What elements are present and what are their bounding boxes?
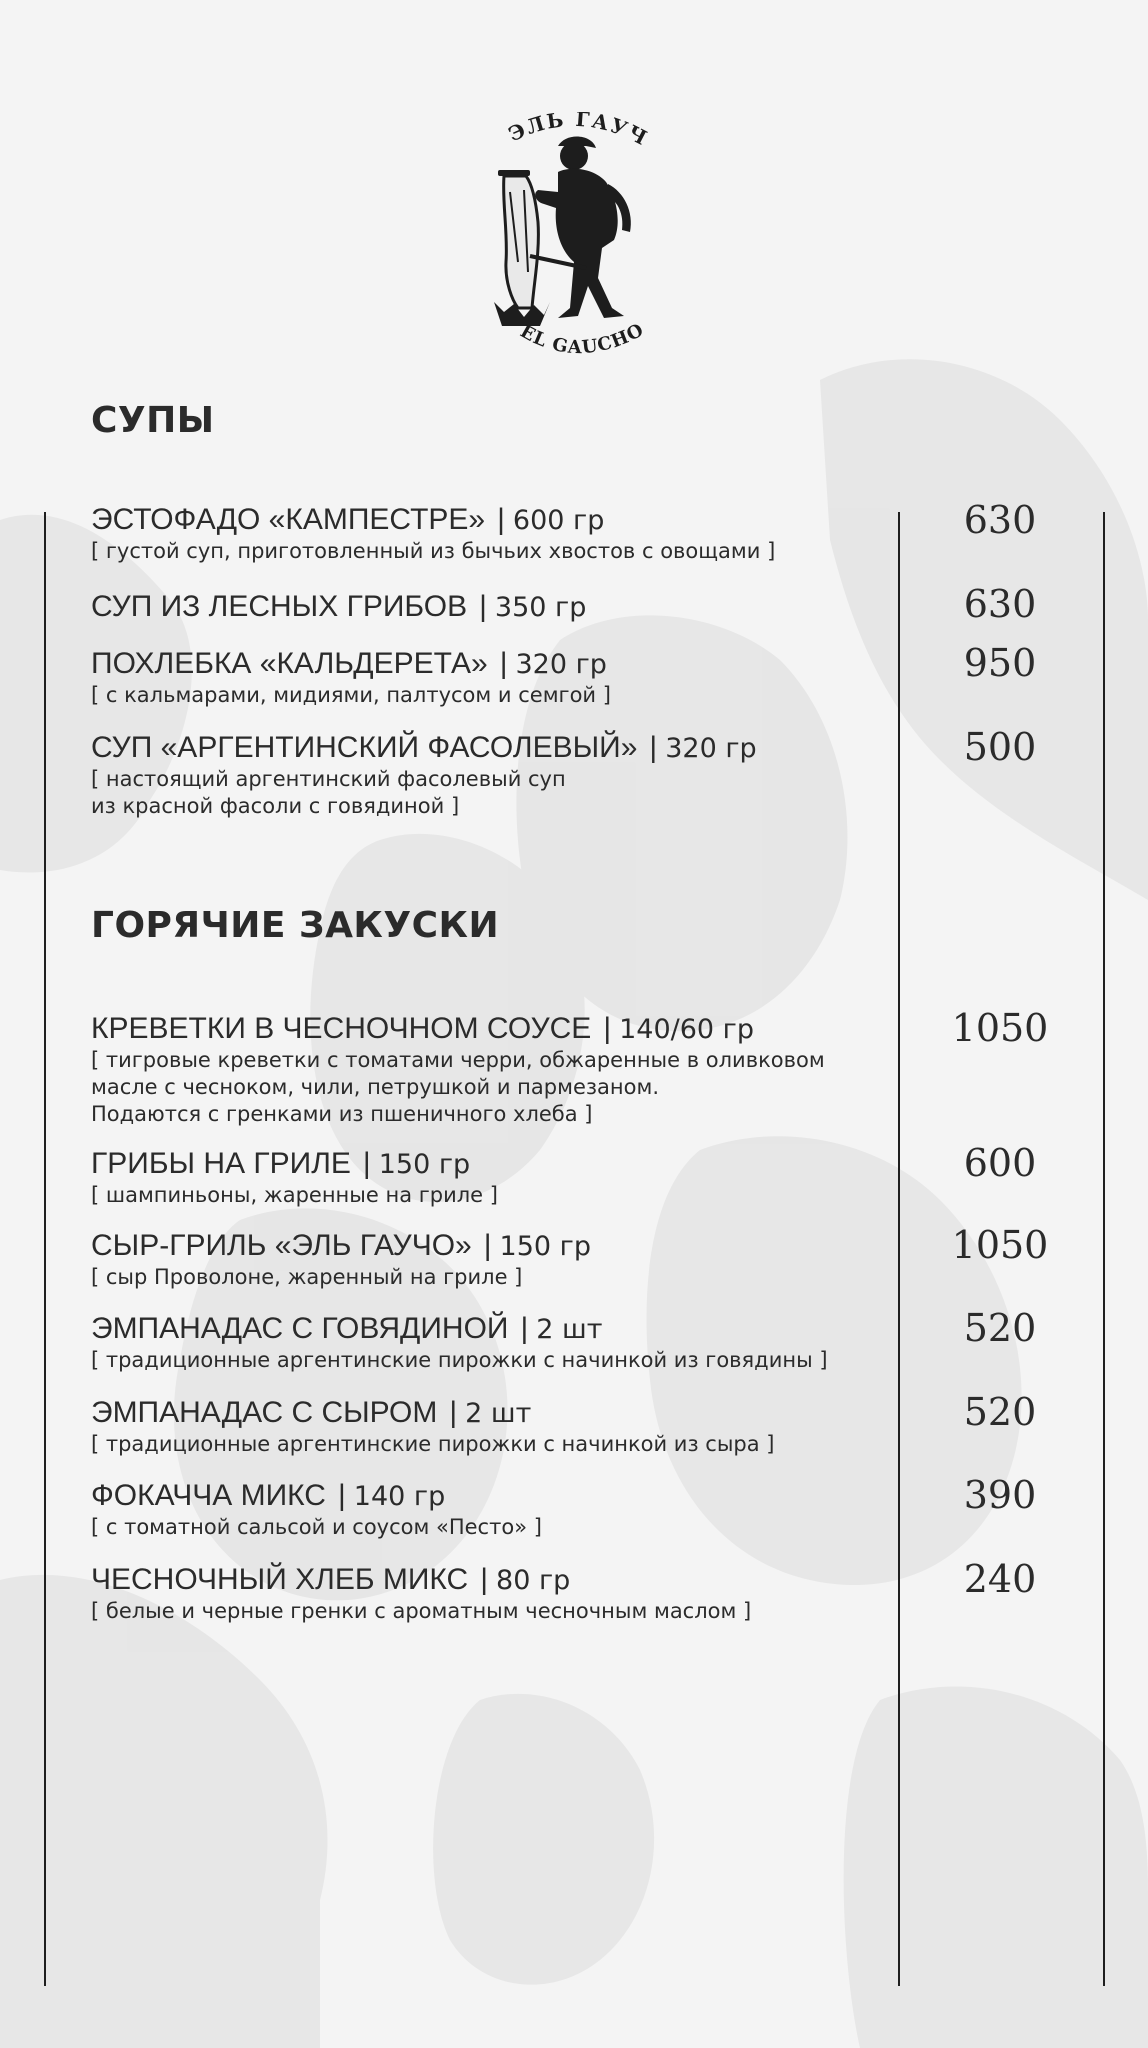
menu-item (91, 1479, 871, 1541)
item-price: 600 (963, 1141, 1037, 1185)
item-description: [ белые и черные гренки с ароматным чесночным маслом ] (91, 1599, 752, 1623)
item-price: 520 (963, 1390, 1037, 1434)
item-price: 1050 (951, 1223, 1049, 1267)
item-price: 390 (963, 1473, 1037, 1517)
item-name: ГРИБЫ НА ГРИЛЕ (91, 1147, 351, 1180)
menu-item (91, 731, 871, 820)
menu-item (91, 1229, 871, 1291)
item-price: 520 (963, 1306, 1037, 1350)
item-name: СУП «АРГЕНТИНСКИЙ ФАСОЛЕВЫЙ» (91, 731, 638, 764)
restaurant-logo (474, 112, 674, 372)
section-title-soups: СУПЫ (91, 400, 215, 441)
menu-item (91, 1147, 871, 1209)
item-name-line (91, 647, 871, 682)
item-name: СУП ИЗ ЛЕСНЫХ ГРИБОВ (91, 590, 468, 623)
separator: | (603, 1012, 612, 1045)
item-name-line (91, 1563, 871, 1598)
item-name-line (91, 1229, 871, 1264)
item-name: ЭМПАНАДАС С СЫРОМ (91, 1396, 438, 1429)
separator: | (483, 1229, 492, 1262)
separator: | (497, 503, 505, 536)
separator: | (362, 1147, 371, 1180)
menu-item (91, 590, 871, 625)
menu-item (91, 1312, 871, 1374)
gaucho-roasting-meat-icon (474, 112, 674, 372)
item-description: [ с томатной сальсой и соусом «Песто» ] (91, 1515, 542, 1539)
menu-item (91, 1012, 871, 1128)
item-name: ПОХЛЕБКА «КАЛЬДЕРЕТА» (91, 647, 488, 680)
separator: | (449, 1396, 458, 1429)
item-weight: 140/60 гр (619, 1014, 755, 1045)
section-title-hot-appetizers: ГОРЯЧИЕ ЗАКУСКИ (91, 905, 500, 946)
item-description: [ густой суп, приготовленный из бычьих хвостов с овощами ] (91, 539, 776, 563)
item-description: [ традиционные аргентинские пирожки с начинкой из сыра ] (91, 1432, 775, 1456)
item-price: 1050 (951, 1006, 1049, 1050)
left-border-line (44, 512, 46, 1986)
menu-item (91, 647, 871, 709)
item-name: ЭСТОФАДО «КАМПЕСТРЕ» (91, 503, 486, 536)
item-weight: 350 гр (494, 592, 587, 623)
item-description: [ с кальмарами, мидиями, палтусом и семгой ] (91, 683, 611, 707)
item-name-line (91, 1396, 871, 1431)
logo-bottom-text: EL GAUCHO (516, 319, 648, 359)
item-description: [ традиционные аргентинские пирожки с начинкой из говядины ] (91, 1348, 828, 1372)
logo-top-text: ЭЛЬ ГАУЧ (504, 112, 653, 151)
menu-item (91, 1563, 871, 1625)
item-weight: 80 гр (496, 1565, 571, 1596)
item-weight: 2 шт (536, 1314, 603, 1345)
item-description: [ сыр Проволоне, жаренный на гриле ] (91, 1265, 523, 1289)
item-description: [ настоящий аргентинский фасолевый суп из красной фасоли с говядиной ] (91, 767, 566, 818)
item-name-line (91, 590, 871, 625)
item-price: 240 (963, 1557, 1037, 1601)
right-border-line (1103, 512, 1105, 1986)
item-weight: 140 гр (353, 1481, 446, 1512)
separator: | (479, 590, 487, 623)
item-name: ФОКАЧЧА МИКС (91, 1479, 326, 1512)
item-name: КРЕВЕТКИ В ЧЕСНОЧНОМ СОУСЕ (91, 1012, 592, 1045)
item-price: 500 (963, 725, 1037, 769)
item-price: 950 (963, 641, 1037, 685)
menu-item (91, 1396, 871, 1458)
item-price: 630 (963, 498, 1037, 542)
item-name: СЫР-ГРИЛЬ «ЭЛЬ ГАУЧО» (91, 1229, 472, 1262)
separator: | (520, 1312, 529, 1345)
item-weight: 150 гр (378, 1149, 471, 1180)
item-description: [ шампиньоны, жаренные на гриле ] (91, 1183, 498, 1207)
item-weight: 600 гр (512, 505, 605, 536)
item-name-line (91, 1479, 871, 1514)
separator: | (649, 731, 658, 764)
item-name-line (91, 1312, 871, 1347)
item-weight: 320 гр (665, 733, 757, 764)
item-weight: 2 шт (465, 1398, 532, 1429)
separator: | (337, 1479, 346, 1512)
item-weight: 150 гр (499, 1231, 591, 1262)
item-name: ЧЕСНОЧНЫЙ ХЛЕБ МИКС (91, 1563, 469, 1596)
item-name-line (91, 731, 871, 766)
item-name: ЭМПАНАДАС С ГОВЯДИНОЙ (91, 1312, 509, 1345)
menu-item (91, 503, 871, 565)
item-name-line (91, 1012, 871, 1047)
item-name-line (91, 1147, 871, 1182)
item-price: 630 (963, 582, 1037, 626)
separator: | (480, 1563, 489, 1596)
separator: | (499, 647, 508, 680)
item-weight: 320 гр (515, 649, 607, 680)
item-description: [ тигровые креветки с томатами черри, обжаренные в оливковом масле с чесноком, чили, петрушкой и пармезаном. Подаются с гренками из пшеничного хлеба ] (91, 1048, 825, 1126)
item-name-line (91, 503, 871, 538)
